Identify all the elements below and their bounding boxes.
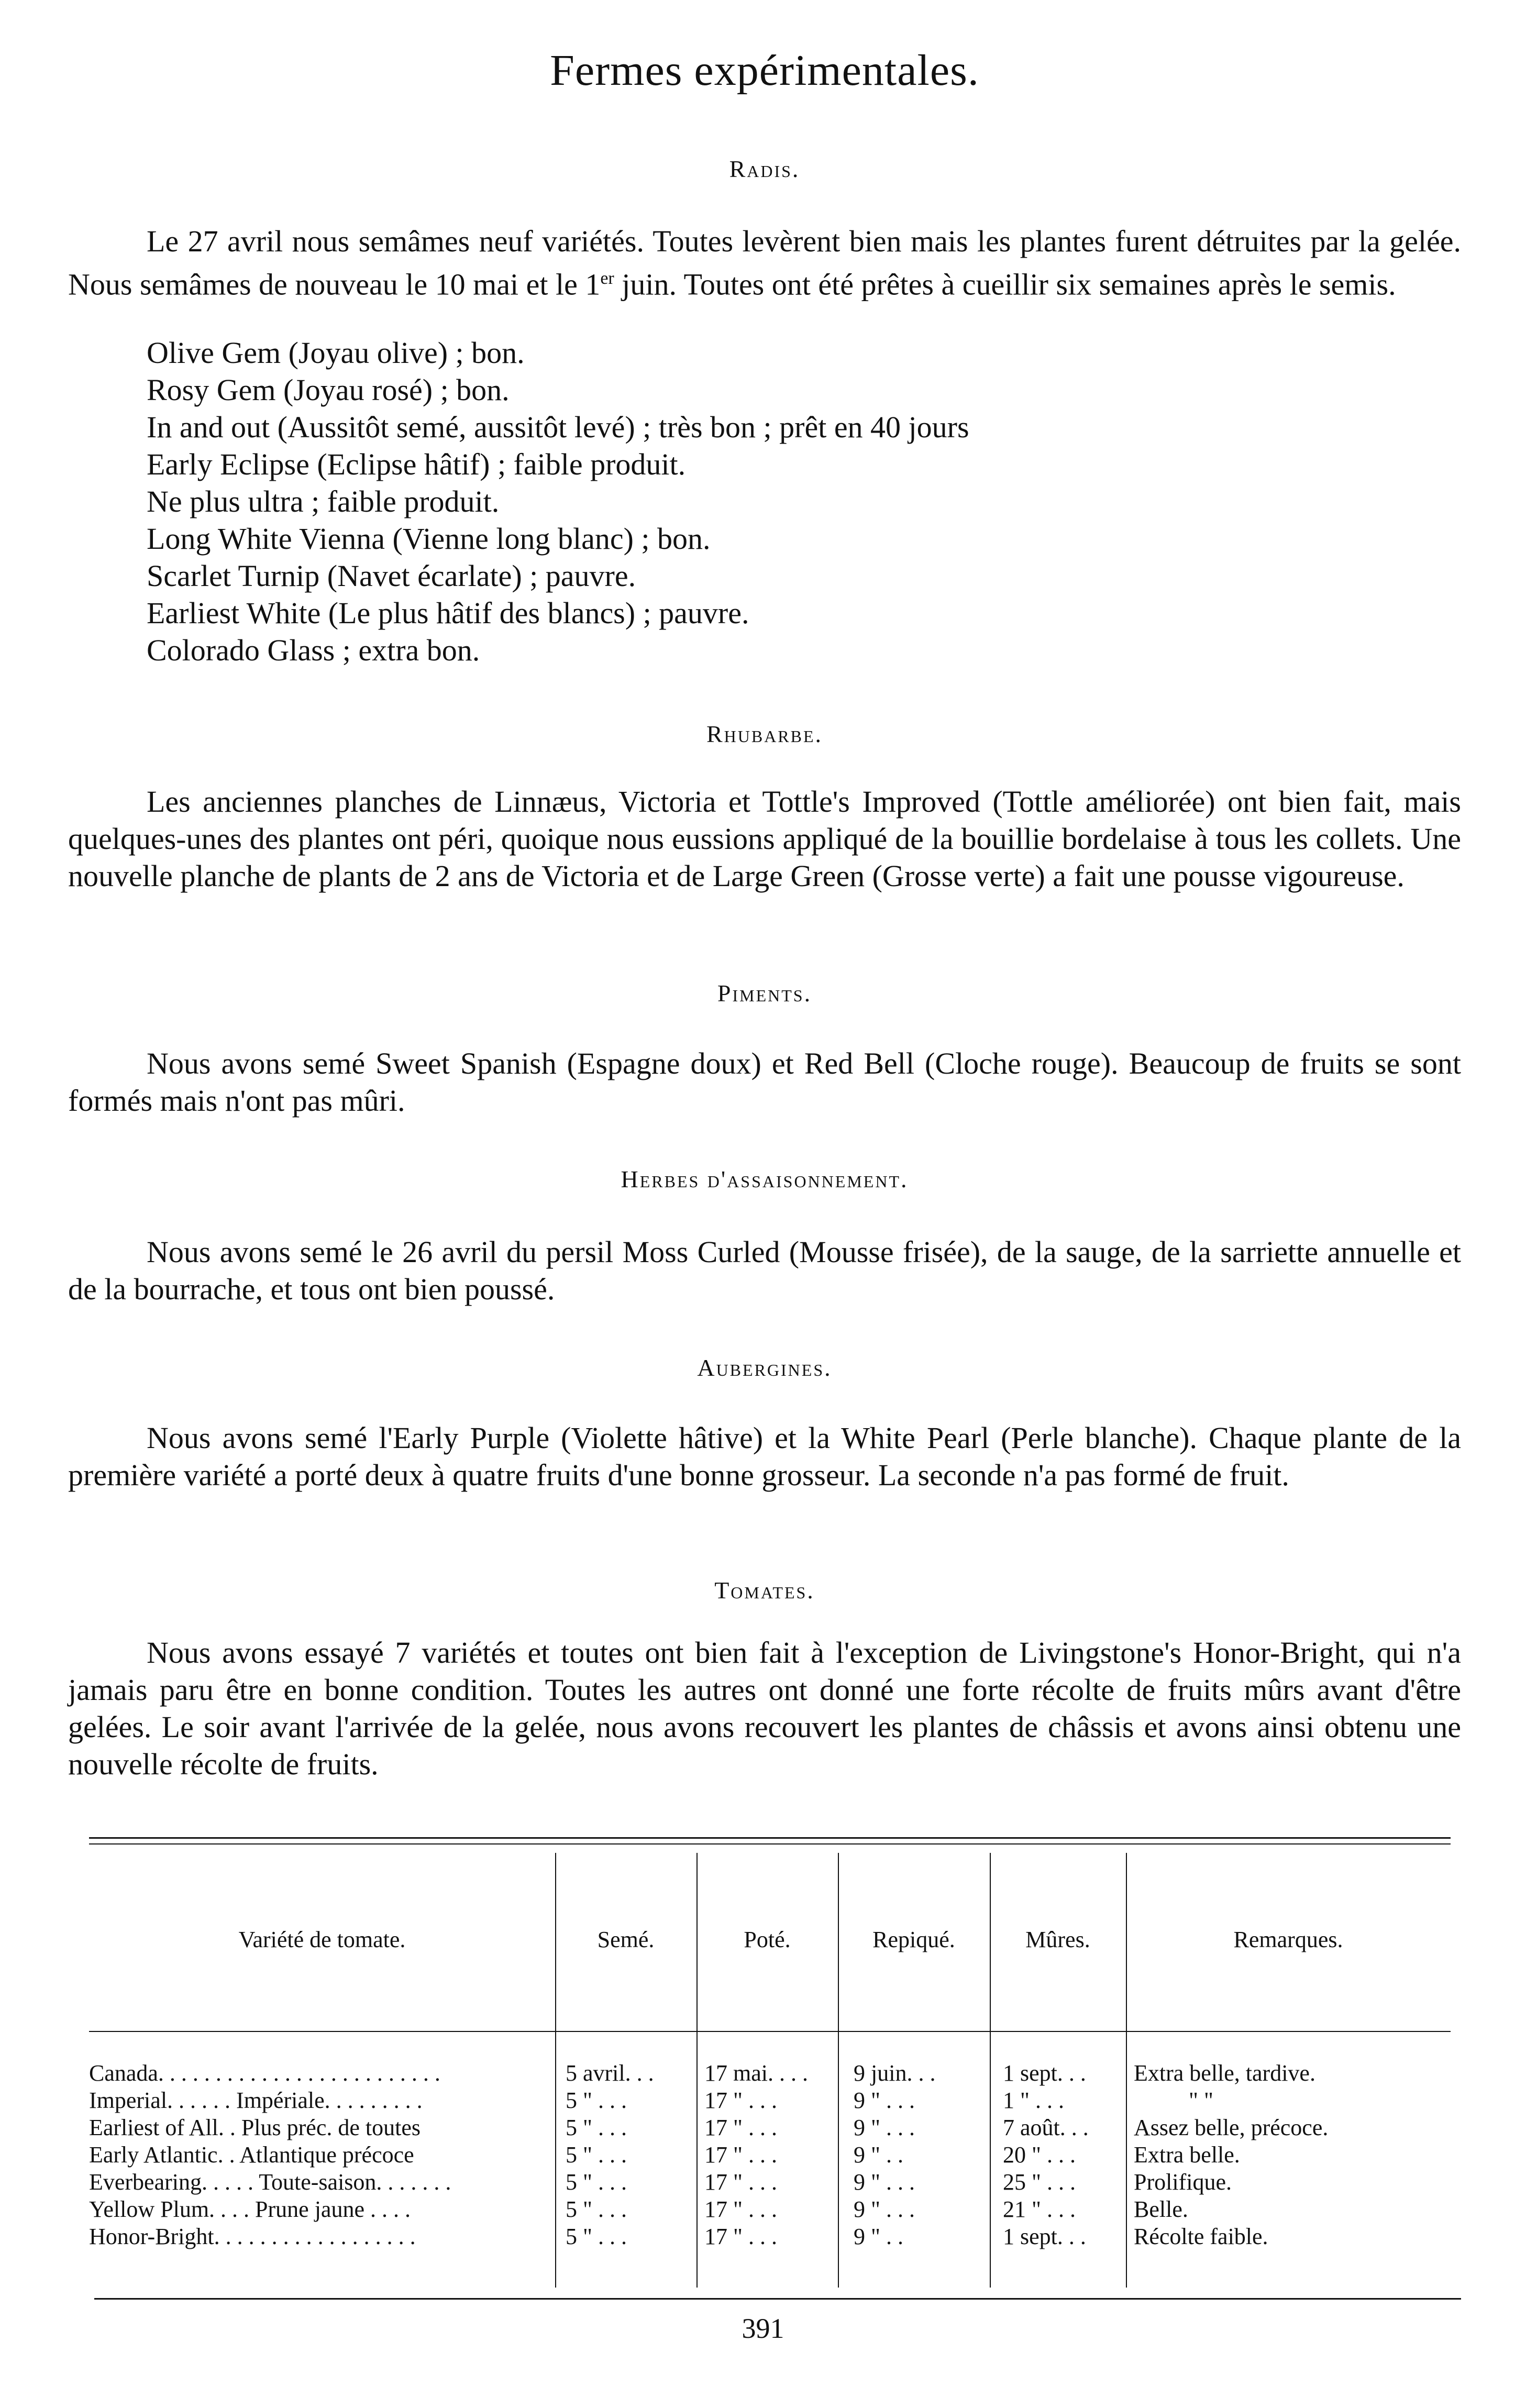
- table-header-rule: [89, 2031, 1451, 2032]
- table-cell: Everbearing. . . . . Toute-saison. . . . . . .: [89, 2169, 451, 2195]
- table-top-rule: [89, 1837, 1451, 1839]
- table-cell: Early Atlantic. . Atlantique précoce: [89, 2142, 414, 2168]
- table-cell: 17 " . . .: [704, 2224, 777, 2249]
- radis-variety-list: [147, 334, 969, 669]
- table-cell: 17 " . . .: [704, 2115, 777, 2140]
- paragraph-piments: [68, 1045, 1461, 1119]
- table-cell: 25 " . . .: [1003, 2169, 1076, 2195]
- table-cell: " ": [1189, 2087, 1213, 2113]
- list-item: Earliest White (Le plus hâtif des blancs) ; pauvre.: [147, 596, 749, 630]
- tomato-table: [89, 1837, 1451, 2303]
- table-cell: Honor-Bright. . . . . . . . . . . . . . . . . .: [89, 2224, 416, 2249]
- table-cell: 9 " . . .: [854, 2196, 915, 2222]
- list-item: Early Eclipse (Eclipse hâtif) ; faible produit.: [147, 447, 686, 481]
- column-divider: [696, 1853, 698, 2288]
- column-header-pote: Poté.: [744, 1927, 791, 1952]
- paragraph-text: Nous avons semé Sweet Spanish (Espagne doux) et Red Bell (Cloche rouge). Beaucoup de fruits se sont formés mais n'ont pas mûri.: [68, 1046, 1461, 1118]
- table-cell: 21 " . . .: [1003, 2196, 1076, 2222]
- paragraph-tomates: [68, 1634, 1461, 1783]
- section-title-piments: Piments.: [717, 980, 812, 1007]
- table-cell: 5 avril. . .: [566, 2060, 654, 2086]
- table-cell: 9 " . .: [854, 2142, 903, 2168]
- table-cell: 9 " . .: [854, 2224, 903, 2249]
- list-item: Ne plus ultra ; faible produit.: [147, 484, 500, 518]
- paragraph-rhubarbe: [68, 783, 1461, 894]
- table-cell: 1 " . . .: [1003, 2087, 1064, 2113]
- column-divider: [838, 1853, 839, 2288]
- column-header-repique: Repiqué.: [872, 1927, 955, 1952]
- table-cell: 5 " . . .: [566, 2169, 627, 2195]
- running-head: Fermes expérimentales.: [550, 46, 979, 95]
- table-cell: Prolifique.: [1134, 2169, 1232, 2195]
- table-cell: Récolte faible.: [1134, 2224, 1268, 2249]
- column-header-mures: Mûres.: [1025, 1927, 1090, 1952]
- table-cell: Canada. . . . . . . . . . . . . . . . . . . . . . . . .: [89, 2060, 440, 2086]
- table-cell: 5 " . . .: [566, 2087, 627, 2113]
- superscript: er: [600, 269, 614, 288]
- section-title-tomates: Tomates.: [714, 1577, 815, 1604]
- table-cell: 1 sept. . .: [1003, 2224, 1086, 2249]
- paragraph-text: Nous avons essayé 7 variétés et toutes ont bien fait à l'exception de Livingstone's Honor-Bright, qui n'a jamais paru être en bonne condition. Toutes les autres ont donné une forte récolte de fruits mûrs avant d'être gelées. Le soir avant l'arrivée de la gelée, nous avons recouvert les plantes de châssis et avons ainsi obtenu une nouvelle récolte de fruits.: [68, 1636, 1461, 1781]
- list-item: Colorado Glass ; extra bon.: [147, 633, 480, 667]
- column-divider: [1126, 1853, 1127, 2288]
- paragraph-herbes: [68, 1233, 1461, 1308]
- list-item: In and out (Aussitôt semé, aussitôt levé) ; très bon ; prêt en 40 jours: [147, 410, 969, 444]
- table-cell: 9 " . . .: [854, 2169, 915, 2195]
- paragraph-aubergines: [68, 1419, 1461, 1494]
- section-title-herbes: Herbes d'assaisonnement.: [621, 1166, 909, 1192]
- table-top-rule: [89, 1843, 1451, 1844]
- paragraph-text: Nous avons semé le 26 avril du persil Moss Curled (Mousse frisée), de la sauge, de la sarriette annuelle et de la bourrache, et tous ont bien poussé.: [68, 1235, 1461, 1306]
- table-cell: 5 " . . .: [566, 2224, 627, 2249]
- section-title-radis: Radis.: [729, 156, 800, 182]
- footer-rule: [94, 2298, 1461, 2300]
- table-cell: 17 " . . .: [704, 2142, 777, 2168]
- table-cell: 20 " . . .: [1003, 2142, 1076, 2168]
- table-cell: 17 " . . .: [704, 2196, 777, 2222]
- list-item: Scarlet Turnip (Navet écarlate) ; pauvre.: [147, 559, 636, 593]
- table-cell: 17 " . . .: [704, 2169, 777, 2195]
- table-cell: Yellow Plum. . . . Prune jaune . . . .: [89, 2196, 411, 2222]
- section-title-rhubarbe: Rhubarbe.: [706, 721, 823, 747]
- paragraph-text: Le 27 avril nous semâmes neuf variétés. Toutes levèrent bien mais les plantes furent détruites par la gelée. Nous semâmes de nouveau le 10 mai et le 1: [68, 224, 1461, 302]
- table-cell: Assez belle, précoce.: [1134, 2115, 1329, 2140]
- column-divider: [990, 1853, 991, 2288]
- table-cell: 17 mai. . . .: [704, 2060, 808, 2086]
- table-cell: 5 " . . .: [566, 2196, 627, 2222]
- table-cell: 9 " . . .: [854, 2115, 915, 2140]
- page-number: 391: [742, 2313, 784, 2344]
- column-divider: [555, 1853, 556, 2288]
- paragraph-text: juin. Toutes ont été prêtes à cueillir six semaines après le semis.: [614, 267, 1396, 302]
- table-cell: Belle.: [1134, 2196, 1188, 2222]
- column-header-seme: Semé.: [597, 1927, 655, 1952]
- column-header-variete: Variété de tomate.: [238, 1927, 406, 1952]
- list-item: Rosy Gem (Joyau rosé) ; bon.: [147, 373, 510, 407]
- paragraph-text: Les anciennes planches de Linnæus, Victoria et Tottle's Improved (Tottle améliorée) ont bien fait, mais quelques-unes des plantes ont péri, quoique nous eussions appliqué de la bouillie bordelaise à tous les collets. Une nouvelle planche de plants de 2 ans de Victoria et de Large Green (Grosse verte) a fait une pousse vigoureuse.: [68, 785, 1461, 893]
- table-cell: 7 août. . .: [1003, 2115, 1089, 2140]
- table-cell: 1 sept. . .: [1003, 2060, 1086, 2086]
- table-cell: 9 juin. . .: [854, 2060, 936, 2086]
- paragraph-radis: [68, 223, 1461, 303]
- list-item: Long White Vienna (Vienne long blanc) ; bon.: [147, 522, 711, 556]
- paragraph-text: Nous avons semé l'Early Purple (Violette hâtive) et la White Pearl (Perle blanche). Chaque plante de la première variété a porté deux à quatre fruits d'une bonne grosseur. La seconde n'a pas formé de fruit.: [68, 1421, 1461, 1492]
- table-cell: Imperial. . . . . . Impériale. . . . . . . . .: [89, 2087, 423, 2113]
- table-cell: 5 " . . .: [566, 2142, 627, 2168]
- table-cell: Extra belle.: [1134, 2142, 1240, 2168]
- list-item: Olive Gem (Joyau olive) ; bon.: [147, 336, 525, 370]
- section-title-aubergines: Aubergines.: [697, 1354, 832, 1381]
- table-cell: 9 " . . .: [854, 2087, 915, 2113]
- table-cell: 17 " . . .: [704, 2087, 777, 2113]
- column-header-remarques: Remarques.: [1233, 1927, 1343, 1952]
- table-cell: Extra belle, tardive.: [1134, 2060, 1315, 2086]
- table-cell: 5 " . . .: [566, 2115, 627, 2140]
- table-cell: Earliest of All. . Plus préc. de toutes: [89, 2115, 421, 2140]
